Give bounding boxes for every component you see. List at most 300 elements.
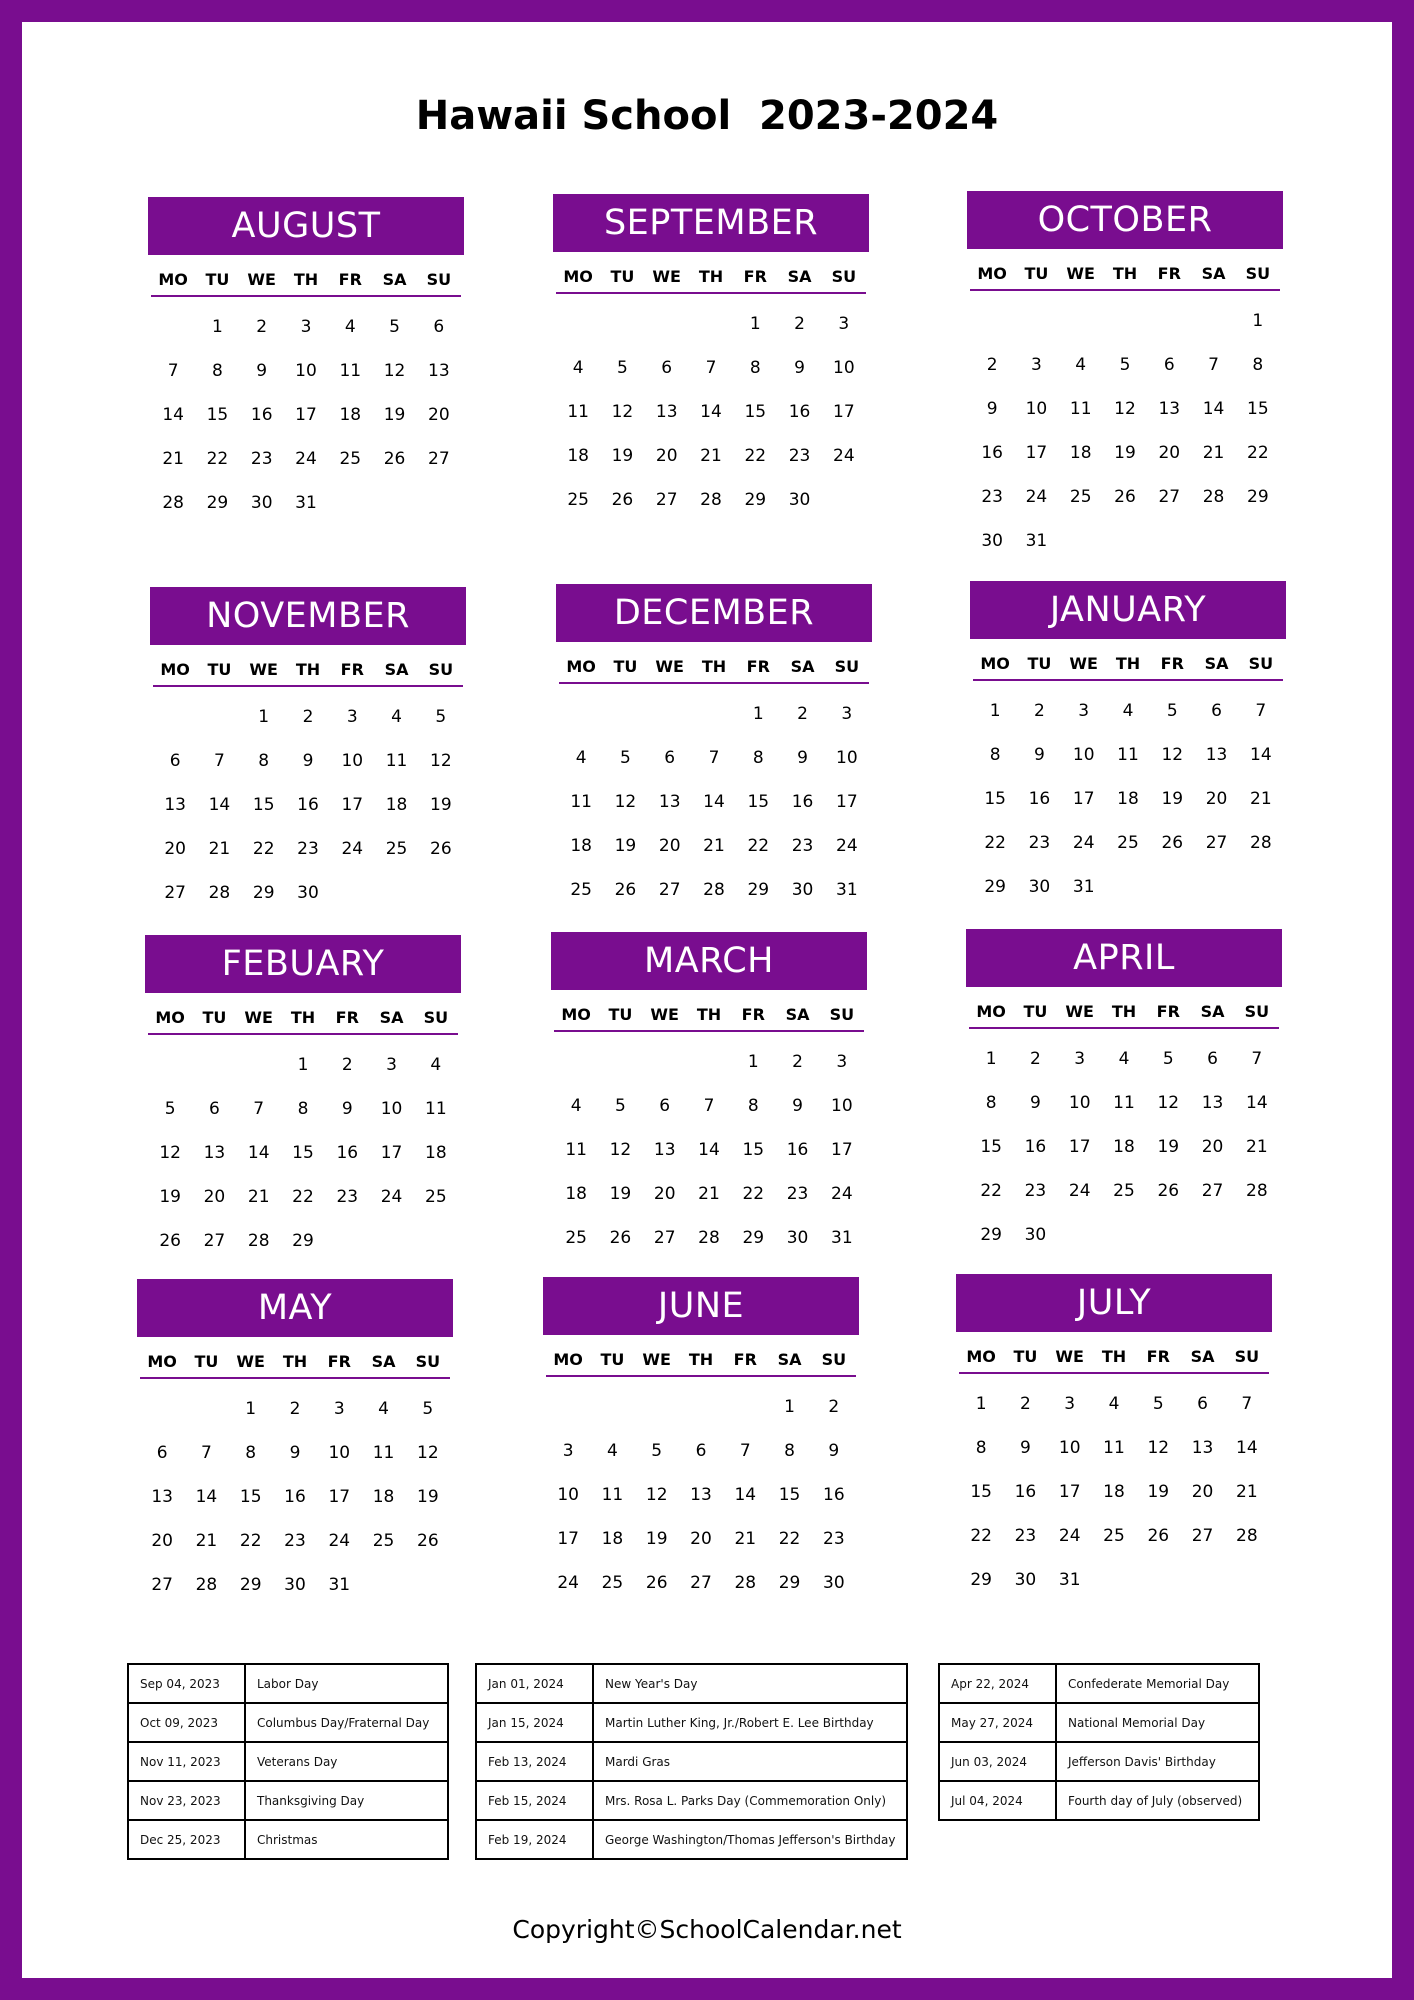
weekday-label: TH: [290, 1008, 316, 1027]
day-cell: 18: [570, 836, 592, 856]
day-cell: 22: [206, 449, 229, 469]
day-cell: 16: [284, 1487, 306, 1507]
day-cell: 25: [601, 1573, 624, 1593]
day-cell: 17: [836, 792, 858, 812]
day-cell: 30: [788, 490, 811, 510]
day-cell: 22: [742, 1184, 765, 1204]
day-cell: 2: [797, 704, 808, 724]
weekday-row: [556, 262, 866, 294]
day-cell: 11: [339, 361, 362, 381]
month-october: [967, 191, 1285, 571]
day-cell: 2: [792, 1052, 803, 1072]
holiday-date: Jan 15, 2024: [476, 1703, 593, 1742]
holiday-date: Apr 22, 2024: [939, 1664, 1056, 1703]
weekday-label: TH: [1115, 654, 1141, 673]
month-header: MARCH: [551, 932, 867, 990]
weekday-label: SU: [821, 1350, 847, 1369]
day-cell: 21: [698, 1184, 720, 1204]
day-cell: 5: [389, 317, 400, 337]
day-cell: 26: [159, 1231, 181, 1251]
day-cell: 27: [653, 1228, 676, 1248]
day-cell: 19: [1157, 1137, 1180, 1157]
weekday-label: FR: [1160, 654, 1184, 673]
day-cell: 28: [1250, 833, 1272, 853]
day-cell: 8: [784, 1441, 795, 1461]
month-september: [553, 194, 871, 574]
weekday-label: WE: [652, 267, 681, 286]
day-cell: 29: [292, 1231, 314, 1251]
day-grid: [970, 299, 1280, 563]
day-cell: 1: [212, 317, 223, 337]
table-row: [476, 1781, 907, 1820]
day-cell: 4: [570, 1096, 582, 1116]
day-cell: 6: [1163, 355, 1175, 375]
day-cell: 29: [252, 883, 275, 903]
weekday-row: [959, 1342, 1269, 1374]
day-cell: 29: [970, 1570, 992, 1590]
day-cell: 13: [1158, 399, 1181, 419]
day-cell: 13: [1201, 1093, 1224, 1113]
day-cell: 28: [698, 1228, 720, 1248]
weekday-label: FR: [1156, 1002, 1180, 1021]
day-grid: [554, 1040, 864, 1260]
day-cell: 22: [778, 1529, 801, 1549]
day-cell: 24: [1072, 833, 1095, 853]
weekday-label: TH: [1112, 264, 1138, 283]
day-cell: 7: [253, 1099, 265, 1119]
day-cell: 8: [985, 1093, 997, 1113]
weekday-label: SA: [1204, 654, 1229, 673]
day-cell: 14: [703, 792, 725, 812]
day-grid: [546, 1385, 856, 1605]
day-cell: 22: [292, 1187, 314, 1207]
day-cell: 9: [828, 1441, 840, 1461]
day-cell: 19: [383, 405, 406, 425]
day-cell: 26: [609, 1228, 632, 1248]
weekday-label: MO: [160, 660, 190, 679]
day-cell: 9: [289, 1443, 301, 1463]
weekday-label: TU: [1013, 1347, 1038, 1366]
weekday-label: SA: [1201, 264, 1226, 283]
table-row: [476, 1820, 907, 1859]
day-cell: 18: [565, 1184, 587, 1204]
day-cell: 31: [328, 1575, 351, 1595]
day-cell: 23: [788, 446, 811, 466]
day-cell: 13: [655, 402, 678, 422]
empty-day-cell: [237, 1043, 281, 1087]
holiday-name: National Memorial Day: [1056, 1703, 1259, 1742]
day-cell: 15: [970, 1482, 992, 1502]
empty-day-cell: [687, 1040, 731, 1084]
holiday-name: Christmas: [245, 1820, 448, 1859]
day-cell: 11: [565, 1140, 587, 1160]
weekday-label: TH: [696, 1005, 722, 1024]
day-cell: 24: [836, 836, 858, 856]
day-cell: 7: [1208, 355, 1219, 375]
day-cell: 20: [658, 836, 681, 856]
day-cell: 9: [797, 748, 808, 768]
day-cell: 18: [385, 795, 408, 815]
day-cell: 4: [607, 1441, 618, 1461]
day-cell: 12: [645, 1485, 668, 1505]
day-cell: 5: [1119, 355, 1131, 375]
day-cell: 28: [162, 493, 184, 513]
weekday-label: SA: [1190, 1347, 1215, 1366]
day-cell: 25: [570, 880, 592, 900]
day-cell: 23: [786, 1184, 809, 1204]
holiday-date: Jan 01, 2024: [476, 1664, 593, 1703]
weekday-label: SU: [1248, 654, 1274, 673]
day-cell: 22: [239, 1531, 262, 1551]
day-cell: 18: [1113, 1137, 1135, 1157]
day-cell: 6: [1211, 701, 1222, 721]
weekday-row: [153, 655, 463, 687]
day-cell: 26: [417, 1531, 439, 1551]
day-cell: 3: [1064, 1394, 1076, 1414]
empty-day-cell: [645, 302, 689, 346]
day-grid: [153, 695, 463, 915]
weekday-label: FR: [741, 1005, 765, 1024]
day-cell: 16: [250, 405, 273, 425]
empty-day-cell: [598, 1040, 642, 1084]
day-cell: 25: [1113, 1181, 1135, 1201]
day-cell: 5: [620, 748, 631, 768]
day-cell: 16: [823, 1485, 845, 1505]
day-cell: 21: [1250, 789, 1272, 809]
weekday-label: FR: [733, 1350, 757, 1369]
day-cell: 11: [1113, 1093, 1135, 1113]
day-cell: 18: [425, 1143, 447, 1163]
day-cell: 17: [833, 402, 855, 422]
day-cell: 15: [206, 405, 229, 425]
day-cell: 29: [742, 1228, 765, 1248]
weekday-label: SU: [1244, 1002, 1270, 1021]
day-cell: 14: [700, 402, 722, 422]
day-cell: 15: [980, 1137, 1002, 1157]
weekday-label: SU: [831, 267, 857, 286]
weekday-label: MO: [553, 1350, 583, 1369]
holiday-name: Confederate Memorial Day: [1056, 1664, 1259, 1703]
day-cell: 6: [1207, 1049, 1218, 1069]
day-cell: 4: [391, 707, 402, 727]
day-cell: 2: [341, 1055, 353, 1075]
table-row: [476, 1703, 907, 1742]
month-header: JUNE: [543, 1277, 859, 1335]
holiday-date: May 27, 2024: [939, 1703, 1056, 1742]
day-cell: 2: [1020, 1394, 1031, 1414]
day-cell: 9: [794, 358, 805, 378]
day-cell: 7: [739, 1441, 751, 1461]
day-cell: 1: [784, 1397, 795, 1417]
day-cell: 5: [1166, 701, 1178, 721]
weekday-label: WE: [236, 1352, 265, 1371]
day-cell: 29: [239, 1575, 262, 1595]
day-cell: 19: [611, 446, 634, 466]
day-cell: 12: [430, 751, 452, 771]
month-header: NOVEMBER: [150, 587, 466, 645]
day-cell: 8: [245, 1443, 257, 1463]
day-cell: 2: [828, 1397, 840, 1417]
day-cell: 12: [609, 1140, 632, 1160]
empty-day-cell: [197, 695, 241, 739]
day-cell: 12: [159, 1143, 181, 1163]
weekday-label: MO: [155, 1008, 185, 1027]
day-cell: 20: [655, 446, 678, 466]
day-cell: 16: [981, 443, 1003, 463]
day-cell: 29: [744, 490, 767, 510]
empty-day-cell: [192, 1043, 236, 1087]
day-cell: 1: [749, 314, 761, 334]
day-cell: 6: [661, 358, 673, 378]
day-grid: [559, 692, 869, 912]
day-cell: 4: [1122, 701, 1134, 721]
day-grid: [959, 1382, 1269, 1602]
day-cell: 25: [339, 449, 362, 469]
day-cell: 15: [239, 1487, 262, 1507]
table-row: [128, 1820, 448, 1859]
day-cell: 5: [164, 1099, 176, 1119]
month-may: [137, 1279, 455, 1659]
day-cell: 11: [385, 751, 408, 771]
weekday-label: TU: [194, 1352, 219, 1371]
weekday-label: SU: [426, 270, 452, 289]
day-cell: 14: [1250, 745, 1272, 765]
day-cell: 19: [430, 795, 452, 815]
day-cell: 15: [1247, 399, 1269, 419]
day-cell: 1: [297, 1055, 309, 1075]
day-cell: 19: [614, 836, 637, 856]
day-cell: 1: [989, 701, 1001, 721]
day-cell: 14: [1236, 1438, 1258, 1458]
weekday-row: [970, 259, 1280, 291]
day-cell: 6: [659, 1096, 671, 1116]
day-cell: 4: [378, 1399, 389, 1419]
day-cell: 15: [292, 1143, 314, 1163]
day-cell: 5: [617, 358, 628, 378]
day-cell: 21: [195, 1531, 218, 1551]
weekday-label: SU: [1245, 264, 1271, 283]
day-cell: 18: [1069, 443, 1092, 463]
day-cell: 15: [984, 789, 1006, 809]
day-cell: 26: [611, 490, 634, 510]
day-cell: 17: [831, 1140, 853, 1160]
day-cell: 24: [833, 446, 855, 466]
day-cell: 21: [162, 449, 184, 469]
empty-day-cell: [148, 1043, 192, 1087]
day-cell: 22: [984, 833, 1006, 853]
day-cell: 16: [786, 1140, 809, 1160]
day-cell: 23: [1024, 1181, 1047, 1201]
holiday-name: Mrs. Rosa L. Parks Day (Commemoration Only): [593, 1781, 907, 1820]
weekday-row: [969, 997, 1279, 1029]
holiday-date: Feb 19, 2024: [476, 1820, 593, 1859]
holiday-name: Martin Luther King, Jr./Robert E. Lee Birthday: [593, 1703, 907, 1742]
day-cell: 16: [1024, 1137, 1047, 1157]
empty-day-cell: [635, 1385, 679, 1429]
day-cell: 12: [611, 402, 634, 422]
holiday-name: Jefferson Davis' Birthday: [1056, 1742, 1259, 1781]
day-cell: 31: [295, 493, 317, 513]
weekday-label: MO: [563, 267, 593, 286]
holiday-name: Fourth day of July (observed): [1056, 1781, 1259, 1820]
day-cell: 6: [433, 317, 445, 337]
day-cell: 14: [162, 405, 184, 425]
day-cell: 7: [1241, 1394, 1253, 1414]
holiday-date: Oct 09, 2023: [128, 1703, 245, 1742]
day-cell: 29: [980, 1225, 1002, 1245]
weekday-label: TU: [1023, 1002, 1048, 1021]
day-cell: 10: [1068, 1093, 1091, 1113]
day-cell: 13: [658, 792, 681, 812]
weekday-label: WE: [642, 1350, 671, 1369]
day-cell: 19: [417, 1487, 439, 1507]
day-cell: 26: [383, 449, 406, 469]
empty-day-cell: [559, 692, 603, 736]
day-cell: 10: [836, 748, 858, 768]
day-cell: 10: [295, 361, 317, 381]
day-cell: 3: [1031, 355, 1042, 375]
weekday-label: TU: [202, 1008, 227, 1027]
day-cell: 27: [1191, 1526, 1214, 1546]
holiday-date: Jun 03, 2024: [939, 1742, 1056, 1781]
day-cell: 27: [164, 883, 186, 903]
day-cell: 11: [1117, 745, 1139, 765]
day-cell: 1: [245, 1399, 257, 1419]
weekday-label: WE: [1055, 1347, 1084, 1366]
day-cell: 20: [151, 1531, 173, 1551]
day-cell: 6: [169, 751, 181, 771]
day-cell: 14: [1246, 1093, 1268, 1113]
day-cell: 8: [975, 1438, 987, 1458]
holiday-date: Jul 04, 2024: [939, 1781, 1056, 1820]
empty-day-cell: [689, 302, 733, 346]
day-cell: 22: [970, 1526, 992, 1546]
day-cell: 10: [341, 751, 364, 771]
day-cell: 20: [1191, 1482, 1214, 1502]
day-cell: 12: [1157, 1093, 1180, 1113]
day-cell: 29: [778, 1573, 801, 1593]
day-cell: 30: [1014, 1570, 1037, 1590]
day-cell: 26: [1157, 1181, 1180, 1201]
day-cell: 30: [791, 880, 814, 900]
day-cell: 28: [703, 880, 725, 900]
day-cell: 12: [614, 792, 637, 812]
empty-day-cell: [1191, 299, 1235, 343]
month-header: JANUARY: [970, 581, 1286, 639]
weekday-label: TH: [1111, 1002, 1137, 1021]
day-cell: 9: [1020, 1438, 1031, 1458]
day-cell: 14: [195, 1487, 218, 1507]
day-cell: 28: [1202, 487, 1225, 507]
day-cell: 10: [557, 1485, 579, 1505]
day-cell: 22: [980, 1181, 1002, 1201]
day-cell: 7: [1255, 701, 1267, 721]
empty-day-cell: [140, 1387, 184, 1431]
empty-day-cell: [970, 299, 1014, 343]
month-april: [966, 929, 1284, 1309]
day-cell: 13: [653, 1140, 676, 1160]
weekday-label: TH: [293, 270, 319, 289]
day-cell: 27: [203, 1231, 226, 1251]
weekday-row: [973, 649, 1283, 681]
weekday-row: [559, 652, 869, 684]
weekday-label: SU: [829, 1005, 855, 1024]
day-cell: 26: [1147, 1526, 1170, 1546]
day-cell: 16: [788, 402, 811, 422]
day-cell: 1: [258, 707, 270, 727]
day-grid: [151, 305, 461, 525]
day-cell: 13: [690, 1485, 712, 1505]
weekday-label: TH: [1101, 1347, 1127, 1366]
day-cell: 15: [252, 795, 275, 815]
weekday-label: MO: [561, 1005, 591, 1024]
day-cell: 11: [570, 792, 592, 812]
day-cell: 6: [1197, 1394, 1208, 1414]
empty-day-cell: [546, 1385, 590, 1429]
day-cell: 27: [1201, 1181, 1224, 1201]
day-cell: 27: [690, 1573, 712, 1593]
weekday-label: TU: [613, 657, 638, 676]
day-cell: 8: [752, 748, 764, 768]
weekday-label: FR: [1146, 1347, 1170, 1366]
copyright-text: Copyright©SchoolCalendar.net: [512, 1915, 902, 1944]
month-header: FEBUARY: [145, 935, 461, 993]
day-cell: 12: [1114, 399, 1136, 419]
empty-day-cell: [1014, 299, 1058, 343]
weekday-label: MO: [966, 1347, 996, 1366]
day-grid: [973, 689, 1283, 909]
day-cell: 30: [1028, 877, 1051, 897]
day-cell: 10: [1058, 1438, 1081, 1458]
day-cell: 1: [1252, 311, 1264, 331]
table-row: [939, 1703, 1259, 1742]
empty-day-cell: [153, 695, 197, 739]
day-cell: 3: [841, 704, 853, 724]
day-cell: 26: [1161, 833, 1184, 853]
day-cell: 1: [747, 1052, 759, 1072]
day-cell: 26: [430, 839, 452, 859]
empty-day-cell: [648, 692, 692, 736]
day-cell: 15: [742, 1140, 765, 1160]
day-cell: 11: [1103, 1438, 1125, 1458]
holiday-date: Dec 25, 2023: [128, 1820, 245, 1859]
day-cell: 30: [823, 1573, 845, 1593]
table-row: [939, 1781, 1259, 1820]
table-row: [128, 1781, 448, 1820]
weekday-label: SU: [1234, 1347, 1260, 1366]
day-cell: 10: [831, 1096, 853, 1116]
weekday-row: [148, 1003, 458, 1035]
day-cell: 17: [328, 1487, 351, 1507]
holiday-name: Columbus Day/Fraternal Day: [245, 1703, 448, 1742]
weekday-label: TU: [600, 1350, 625, 1369]
weekday-label: SA: [382, 270, 407, 289]
day-cell: 20: [1201, 1137, 1224, 1157]
table-row: [128, 1742, 448, 1781]
day-cell: 8: [1252, 355, 1264, 375]
day-cell: 31: [1058, 1570, 1081, 1590]
day-cell: 19: [645, 1529, 668, 1549]
day-cell: 26: [1114, 487, 1136, 507]
weekday-label: FR: [338, 270, 362, 289]
day-cell: 4: [1108, 1394, 1120, 1414]
day-cell: 30: [297, 883, 319, 903]
day-cell: 20: [164, 839, 186, 859]
weekday-label: SU: [415, 1352, 441, 1371]
day-cell: 28: [247, 1231, 270, 1251]
day-cell: 16: [791, 792, 814, 812]
weekday-label: SA: [1200, 1002, 1225, 1021]
